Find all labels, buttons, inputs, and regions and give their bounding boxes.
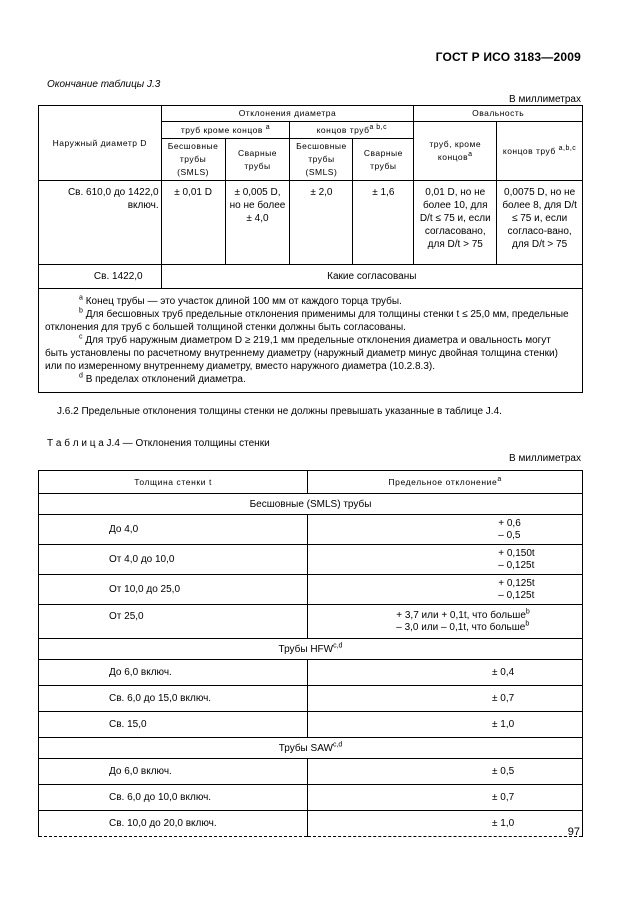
table-j3-unit: В миллиметрах [509, 94, 581, 105]
header-wall-thickness: Толщина стенки t [39, 471, 308, 494]
footnotes-row [39, 289, 583, 393]
cell-deviation: + 0,125t – 0,125t [308, 575, 583, 605]
header-smls-2: Бесшовные трубы (SMLS) [290, 139, 353, 181]
cell-ovality-ends: 0,0075 D, но не более 8, для D/t ≤ 75 и, если согласо-вано, для D/t > 75 [497, 181, 583, 265]
table-row [39, 265, 583, 289]
footnote-a: $^a$ Конец трубы — это участок длиной 100 мм от каждого торца трубы. [79, 294, 402, 307]
document-header: ГОСТ Р ИСО 3183—2009 [435, 50, 581, 64]
cell-deviation: ± 1,0 [308, 811, 583, 837]
cell-diameter: Св. 1422,0 [39, 265, 162, 289]
header-welded-1: Сварные трубы [225, 139, 290, 181]
cell-as-agreed: Какие согласованы [161, 265, 582, 289]
table-row [39, 759, 583, 785]
cell-ovality-except-ends: 0,01 D, но не более 10, для D/t ≤ 75 и, если согласовано, для D/t > 75 [414, 181, 497, 265]
cell-thickness: До 6,0 включ. [39, 660, 308, 686]
cell-thickness: Св. 6,0 до 10,0 включ. [39, 785, 308, 811]
table-row [39, 545, 583, 575]
cell-deviation: ± 0,5 [308, 759, 583, 785]
cell-deviation: ± 0,4 [308, 660, 583, 686]
table-row [39, 712, 583, 738]
section-smls: Бесшовные (SMLS) трубы [39, 494, 583, 515]
header-diameter-deviation: Отклонения диаметра [161, 106, 414, 122]
footnote-d: $^d$ В пределах отклонений диаметра. [79, 372, 246, 385]
paragraph-j62: J.6.2 Предельные отклонения толщины стенки не должны превышать указанные в таблице J.4. [57, 406, 502, 417]
section-saw: Трубы SAW$^{c,d}$ [39, 738, 583, 759]
table-row [39, 515, 583, 545]
table-row [39, 605, 583, 639]
footnote-c: $^c$ Для труб наружным диаметром D ≥ 219,1 мм предельные отклонения диаметра и овальность могут быть установлены по расчетному внутреннему диаметру (наружный диаметр минус двойная толщина стенки) или по измеренному внутреннему диаметру, вместо наружного диаметра (10.2.8.3). [45, 333, 558, 372]
cell-thickness: До 6,0 включ. [39, 759, 308, 785]
cell-deviation: ± 0,7 [308, 686, 583, 712]
cell-thickness: От 4,0 до 10,0 [39, 545, 308, 575]
cell-thickness: От 25,0 [39, 605, 308, 639]
header-smls-1: Бесшовные трубы (SMLS) [161, 139, 225, 181]
page-number: 97 [567, 826, 580, 838]
cell-smls-ends: ± 2,0 [290, 181, 353, 265]
cell-smls-except-ends: ± 0,01 D [161, 181, 225, 265]
table-j4 [38, 470, 583, 837]
cell-deviation: + 0,150t – 0,125t [308, 545, 583, 575]
table-j3 [38, 105, 583, 393]
footnotes [39, 289, 583, 393]
cell-deviation: + 0,6 – 0,5 [308, 515, 583, 545]
table-j3-caption: Окончание таблицы J.3 [47, 79, 161, 90]
header-outer-diameter: Наружный диаметр D [39, 106, 162, 181]
cell-deviation: + 3,7 или + 0,1t, что больше$^b$ – 3,0 или – 0,1t, что больше$^b$ [308, 605, 583, 639]
cell-thickness: Св. 15,0 [39, 712, 308, 738]
cell-thickness: От 10,0 до 25,0 [39, 575, 308, 605]
header-ovality-except-ends: труб, кроме концов$^a$ [414, 122, 497, 181]
table-row [39, 181, 583, 265]
table-row [39, 785, 583, 811]
header-welded-2: Сварные трубы [353, 139, 414, 181]
table-row [39, 811, 583, 837]
header-pipe-ends: концов труб$^{a b,c}$ [290, 122, 414, 139]
table-j4-unit: В миллиметрах [509, 453, 581, 464]
cell-welded-ends: ± 1,6 [353, 181, 414, 265]
footnote-b: $^b$ Для бесшовных труб предельные отклонения применимы для толщины стенки t ≤ 25,0 мм, предельные отклонения для труб с большей толщиной стенки должны быть согласованы. [45, 307, 569, 333]
cell-diameter: Св. 610,0 до 1422,0 включ. [39, 181, 162, 265]
cell-welded-except-ends: ± 0,005 D, но не более ± 4,0 [225, 181, 290, 265]
cell-deviation: ± 0,7 [308, 785, 583, 811]
header-except-ends: труб кроме концов $^a$ [161, 122, 290, 139]
header-ovality: Овальность [414, 106, 583, 122]
cell-thickness: До 4,0 [39, 515, 308, 545]
cell-deviation: ± 1,0 [308, 712, 583, 738]
table-row [39, 660, 583, 686]
cell-thickness: Св. 6,0 до 15,0 включ. [39, 686, 308, 712]
table-row [39, 575, 583, 605]
table-row [39, 686, 583, 712]
header-limit-deviation: Предельное отклонение$^a$ [308, 471, 583, 494]
cell-thickness: Св. 10,0 до 20,0 включ. [39, 811, 308, 837]
header-ovality-ends: концов труб $^{a,b,c}$ [497, 122, 583, 181]
section-hfw: Трубы HFW$^{c,d}$ [39, 639, 583, 660]
table-j4-caption: Т а б л и ц а J.4 — Отклонения толщины стенки [47, 438, 270, 449]
